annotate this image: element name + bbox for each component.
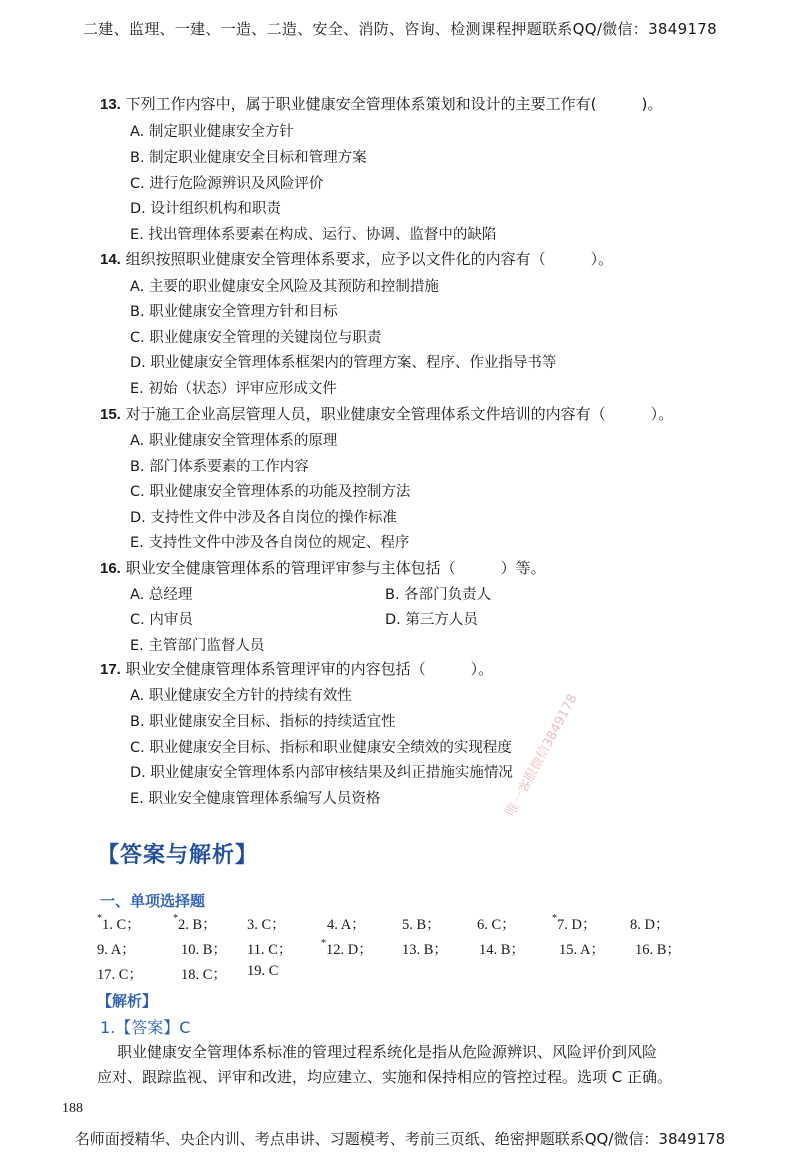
question-number: 17. <box>100 661 121 678</box>
option-14c: C. 职业健康安全管理的关键岗位与职责 <box>130 330 382 346</box>
question-17 <box>100 658 493 679</box>
answer-13: 13. B； <box>402 942 448 958</box>
option-16e: E. 主管部门监督人员 <box>130 638 265 654</box>
option-17d: D. 职业健康安全管理体系内部审核结果及纠正措施实施情况 <box>130 765 513 781</box>
page-footer: 名师面授精华、央企内训、考点串讲、习题模考、考前三页纸、绝密押题联系QQ/微信：3849178 <box>74 1130 726 1148</box>
option-14d: D. 职业健康安全管理体系框架内的管理方案、程序、作业指导书等 <box>130 355 557 371</box>
option-16d: D. 第三方人员 <box>385 612 478 628</box>
answer-11: 11. C； <box>247 942 293 958</box>
option-15d: D. 支持性文件中涉及各自岗位的操作标准 <box>130 510 397 526</box>
question-text: 下列工作内容中，属于职业健康安全管理体系策划和设计的主要工作有( )。 <box>125 95 663 113</box>
option-15a: A. 职业健康安全管理体系的原理 <box>130 433 338 449</box>
answer-15: 15. A； <box>559 942 605 958</box>
option-13b: B. 制定职业健康安全目标和管理方案 <box>130 150 367 166</box>
answer-9: 9. A； <box>97 942 136 958</box>
option-17a: A. 职业健康安全方针的持续有效性 <box>130 688 352 704</box>
star-mark: * <box>97 913 102 925</box>
option-13e: E. 找出管理体系要素在构成、运行、协调、监督中的缺陷 <box>130 227 497 243</box>
answer-4: 4. A； <box>327 917 366 933</box>
option-15b: B. 部门体系要素的工作内容 <box>130 459 309 475</box>
question-number: 16. <box>100 560 121 577</box>
question-text: 职业安全健康管理体系管理评审的内容包括（ ）。 <box>125 660 494 678</box>
answer-5: 5. B； <box>402 917 441 933</box>
answer-10: 10. B； <box>181 942 227 958</box>
star-mark: * <box>321 938 326 950</box>
answer-19: 19. C <box>247 963 279 979</box>
analysis-line-2: 应对、跟踪监视、评审和改进，均应建立、实施和保持相应的管控过程。选项 C 正确。 <box>97 1068 673 1086</box>
analysis-answer-1: 1.【答案】C <box>100 1018 191 1037</box>
option-15e: E. 支持性文件中涉及各自岗位的规定、程序 <box>130 535 410 551</box>
question-number: 14. <box>100 251 121 268</box>
answers-section-title: 【答案与解析】 <box>97 843 259 868</box>
question-text: 组织按照职业健康安全管理体系要求，应予以文件化的内容有（ ）。 <box>125 250 614 268</box>
analysis-line-1: 职业健康安全管理体系标准的管理过程系统化是指从危险源辨识、风险评价到风险 <box>117 1043 658 1061</box>
single-choice-title: 一、单项选择题 <box>100 892 206 910</box>
question-15 <box>100 403 673 424</box>
option-13d: D. 设计组织机构和职责 <box>130 201 281 217</box>
option-13a: A. 制定职业健康安全方针 <box>130 124 294 140</box>
option-17c: C. 职业健康安全目标、指标和职业健康安全绩效的实现程度 <box>130 740 512 756</box>
option-14e: E. 初始（状态）评审应形成文件 <box>130 381 337 397</box>
analysis-title: 【解析】 <box>97 992 158 1010</box>
page-number: 188 <box>62 1101 83 1116</box>
option-17e: E. 职业安全健康管理体系编写人员资格 <box>130 791 381 807</box>
option-16c: C. 内审员 <box>130 612 193 628</box>
question-text: 对于施工企业高层管理人员，职业健康安全管理体系文件培训的内容有（ ）。 <box>125 405 674 423</box>
star-mark: * <box>173 913 178 925</box>
answer-12: *12. D； <box>321 938 373 958</box>
answer-16: 16. B； <box>635 942 681 958</box>
answer-6: 6. C； <box>477 917 516 933</box>
question-13 <box>100 93 662 114</box>
option-17b: B. 职业健康安全目标、指标的持续适宜性 <box>130 714 396 730</box>
answer-7: *7. D； <box>552 913 597 933</box>
question-14 <box>100 248 613 269</box>
answer-17: 17. C； <box>97 967 143 983</box>
answer-1: *1. C； <box>97 913 141 933</box>
watermark-stamp: 唯一客服微信3849178 <box>503 691 581 819</box>
option-14b: B. 职业健康安全管理方针和目标 <box>130 304 338 320</box>
star-mark: * <box>552 913 557 925</box>
option-16b: B. 各部门负责人 <box>385 587 492 603</box>
answer-18: 18. C； <box>181 967 227 983</box>
answer-14: 14. B； <box>479 942 525 958</box>
answer-2: *2. B； <box>173 913 217 933</box>
question-number: 15. <box>100 406 121 423</box>
answer-8: 8. D； <box>630 917 670 933</box>
question-text: 职业安全健康管理体系的管理评审参与主体包括（ ）等。 <box>125 559 546 577</box>
question-number: 13. <box>100 96 121 113</box>
answer-3: 3. C； <box>247 917 286 933</box>
option-13c: C. 进行危险源辨识及风险评价 <box>130 176 324 192</box>
option-15c: C. 职业健康安全管理体系的功能及控制方法 <box>130 484 411 500</box>
option-14a: A. 主要的职业健康安全风险及其预防和控制措施 <box>130 279 439 295</box>
option-16a: A. 总经理 <box>130 587 193 603</box>
question-16 <box>100 557 546 578</box>
page-header: 二建、监理、一建、一造、二造、安全、消防、咨询、检测课程押题联系QQ/微信：3849178 <box>83 20 717 38</box>
